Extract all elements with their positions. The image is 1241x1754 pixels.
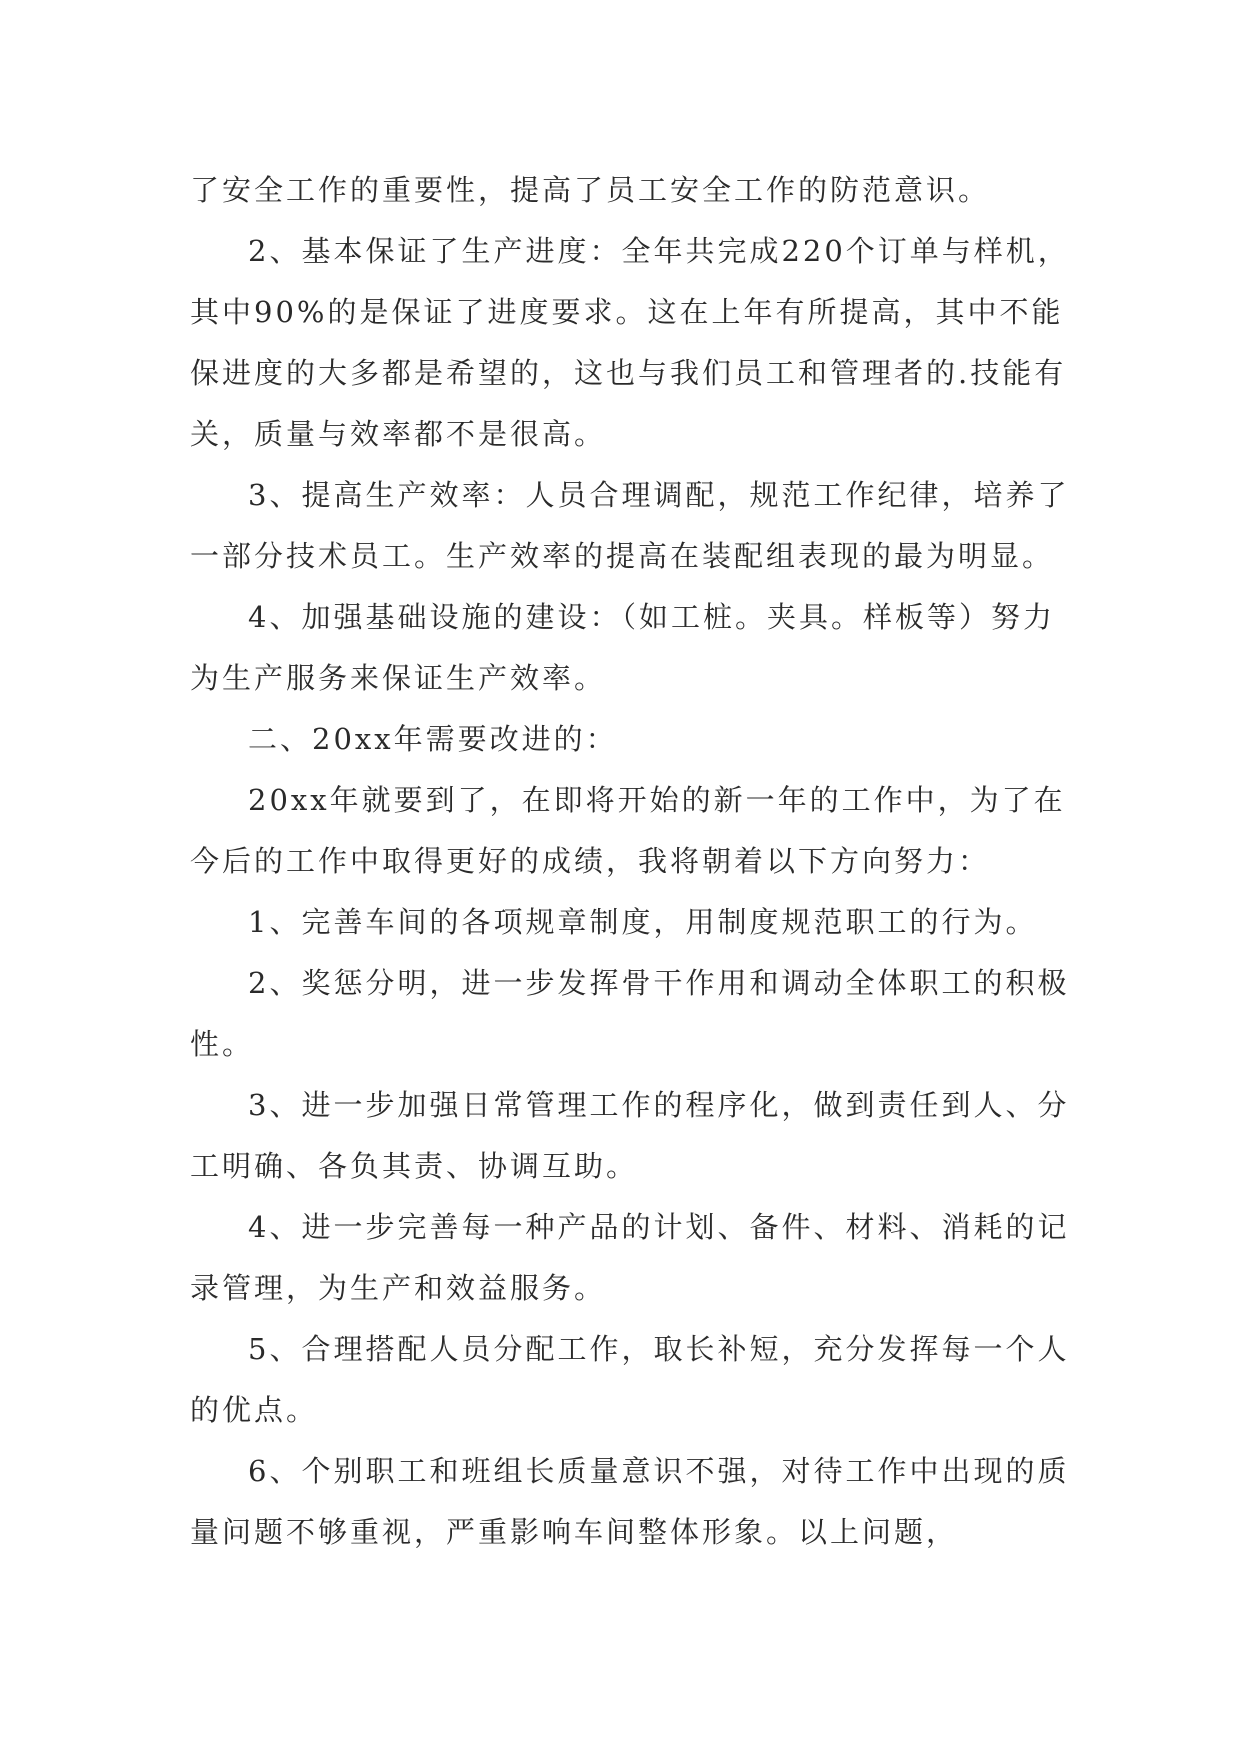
- paragraph-1: 了安全工作的重要性，提高了员工安全工作的防范意识。: [190, 173, 991, 207]
- paragraph-7: 1、完善车间的各项规章制度，用制度规范职工的行为。: [248, 905, 1038, 939]
- paragraph-8: 2、奖惩分明，进一步发挥骨干作用和调动全体职工的积极性。: [190, 966, 1070, 1061]
- paragraph-12: 6、个别职工和班组长质量意识不强，对待工作中出现的质量问题不够重视，严重影响车间整体形象。以上问题，: [190, 1454, 1070, 1549]
- paragraph-2: 2、基本保证了生产进度：全年共完成220个订单与样机，其中90%的是保证了进度要求。这在上年有所提高，其中不能保进度的大多都是希望的，这也与我们员工和管理者的.技能有关，质量与效率都不是很高。: [190, 234, 1070, 451]
- section-heading-improvements: 二、20xx年需要改进的：: [248, 722, 618, 756]
- paragraph-10: 4、进一步完善每一种产品的计划、备件、材料、消耗的记录管理，为生产和效益服务。: [190, 1210, 1070, 1305]
- paragraph-3: 3、提高生产效率：人员合理调配，规范工作纪律，培养了一部分技术员工。生产效率的提高在装配组表现的最为明显。: [190, 478, 1070, 573]
- paragraph-6: 20xx年就要到了，在即将开始的新一年的工作中，为了在今后的工作中取得更好的成绩，我将朝着以下方向努力：: [190, 783, 1066, 878]
- paragraph-9: 3、进一步加强日常管理工作的程序化，做到责任到人、分工明确、各负其责、协调互助。: [190, 1088, 1070, 1183]
- paragraph-11: 5、合理搭配人员分配工作，取长补短，充分发挥每一个人的优点。: [190, 1332, 1070, 1427]
- paragraph-4: 4、加强基础设施的建设：（如工桩。夹具。样板等）努力为生产服务来保证生产效率。: [190, 600, 1055, 695]
- document-body: [190, 160, 1070, 1563]
